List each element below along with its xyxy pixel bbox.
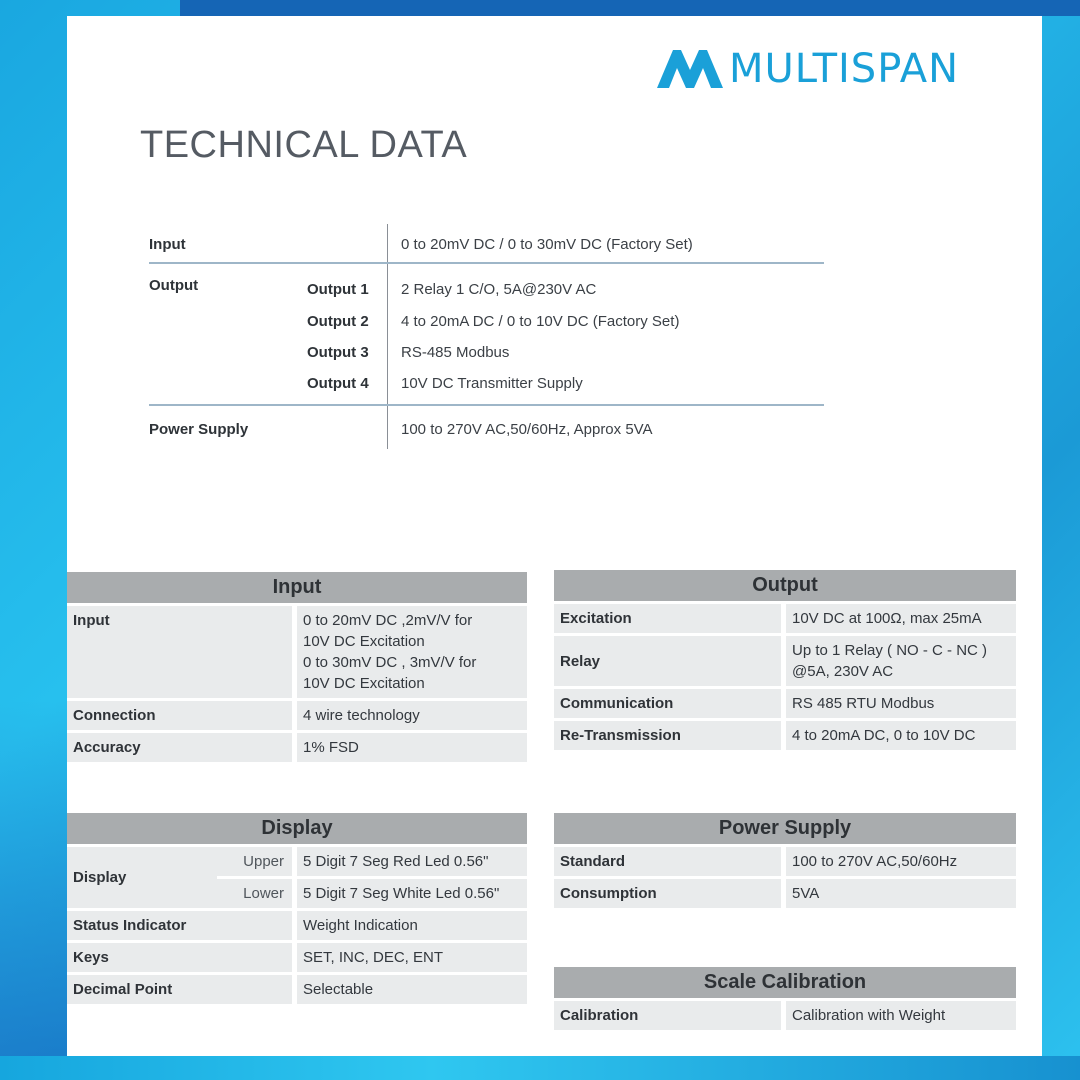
spec-value: 5 Digit 7 Seg White Led 0.56" — [292, 879, 527, 908]
spec-value-line: Up to 1 Relay ( NO - C - NC ) — [792, 642, 988, 659]
table-row — [554, 689, 1016, 718]
table-row — [554, 847, 1016, 876]
spec-key: Excitation — [554, 604, 781, 633]
table-header: Power Supply — [554, 813, 1016, 844]
spec-key: Keys — [67, 943, 292, 972]
table-header: Display — [67, 813, 527, 844]
summary-power-label: Power Supply — [149, 421, 249, 438]
summary-power-value: 100 to 270V AC,50/60Hz, Approx 5VA — [401, 421, 653, 438]
summary-output-1-value: 2 Relay 1 C/O, 5A@230V AC — [401, 281, 597, 298]
spec-key: Connection — [67, 701, 292, 730]
spec-key: Relay — [554, 636, 781, 686]
brand-logo — [657, 46, 1007, 92]
page-title: TECHNICAL DATA — [140, 124, 468, 166]
power-spec-table — [554, 810, 1016, 911]
spec-value: 100 to 270V AC,50/60Hz — [781, 847, 1016, 876]
output-spec-table — [554, 567, 1016, 753]
spec-value-line: 0 to 30mV DC , 3mV/V for — [303, 654, 477, 671]
summary-input-label: Input — [149, 236, 186, 253]
summary-output-label: Output — [149, 277, 199, 294]
display-spec-table — [67, 810, 527, 1007]
input-spec-table — [67, 569, 527, 765]
spec-key: Display — [67, 847, 217, 908]
table-row — [67, 733, 527, 762]
top-accent-bar — [180, 0, 1080, 16]
summary-output-4-value: 10V DC Transmitter Supply — [401, 375, 583, 392]
summary-output-3-value: RS-485 Modbus — [401, 344, 510, 361]
table-row — [67, 943, 527, 972]
spec-value-line: @5A, 230V AC — [792, 663, 894, 680]
spec-value: 4 wire technology — [292, 701, 527, 730]
spec-value: 4 to 20mA DC, 0 to 10V DC — [781, 721, 1016, 750]
spec-value: 10V DC at 100Ω, max 25mA — [781, 604, 1016, 633]
summary-divider — [387, 224, 388, 449]
spec-value-line: 10V DC Excitation — [303, 675, 425, 692]
summary-output-3-label: Output 3 — [307, 344, 369, 361]
spec-value-line: 10V DC Excitation — [303, 633, 425, 650]
table-header: Input — [67, 572, 527, 603]
summary-output-2-value: 4 to 20mA DC / 0 to 10V DC (Factory Set) — [401, 313, 680, 330]
spec-value — [781, 636, 1016, 686]
technical-summary — [149, 224, 829, 456]
table-row — [554, 1001, 1016, 1030]
spec-value: Selectable — [292, 975, 527, 1004]
spec-key: Input — [67, 606, 292, 698]
table-header: Output — [554, 570, 1016, 601]
summary-output-2-label: Output 2 — [307, 313, 369, 330]
spec-value: 5VA — [781, 879, 1016, 908]
spec-subkey-upper: Upper — [217, 847, 292, 876]
spec-key: Re-Transmission — [554, 721, 781, 750]
spec-key: Status Indicator — [67, 911, 292, 940]
spec-key: Calibration — [554, 1001, 781, 1030]
table-row — [67, 606, 527, 698]
table-header: Scale Calibration — [554, 967, 1016, 998]
spec-value: SET, INC, DEC, ENT — [292, 943, 527, 972]
summary-row-separator — [149, 262, 824, 264]
spec-key: Decimal Point — [67, 975, 292, 1004]
spec-value-line: 0 to 20mV DC ,2mV/V for — [303, 612, 473, 629]
spec-key: Accuracy — [67, 733, 292, 762]
table-row — [67, 911, 527, 940]
technical-sheet — [67, 16, 1042, 1056]
table-row — [554, 604, 1016, 633]
left-accent-shade — [0, 700, 67, 1080]
spec-value: Weight Indication — [292, 911, 527, 940]
table-row — [554, 721, 1016, 750]
table-row — [67, 975, 527, 1004]
spec-subkey-lower: Lower — [217, 879, 292, 908]
summary-input-value: 0 to 20mV DC / 0 to 30mV DC (Factory Set) — [401, 236, 693, 253]
table-row — [554, 636, 1016, 686]
scale-calibration-table — [554, 964, 1016, 1033]
multispan-mark-icon — [657, 50, 723, 88]
spec-value: RS 485 RTU Modbus — [781, 689, 1016, 718]
spec-key: Standard — [554, 847, 781, 876]
summary-row-separator — [149, 404, 824, 406]
spec-value — [292, 606, 527, 698]
table-row — [67, 847, 527, 876]
spec-key: Communication — [554, 689, 781, 718]
spec-value: Calibration with Weight — [781, 1001, 1016, 1030]
table-row — [554, 879, 1016, 908]
table-row — [67, 701, 527, 730]
spec-key: Consumption — [554, 879, 781, 908]
summary-output-1-label: Output 1 — [307, 281, 369, 298]
spec-value: 1% FSD — [292, 733, 527, 762]
spec-value: 5 Digit 7 Seg Red Led 0.56" — [292, 847, 527, 876]
brand-name: MULTISPAN — [729, 46, 960, 92]
summary-output-4-label: Output 4 — [307, 375, 369, 392]
bottom-accent-bar — [0, 1056, 1080, 1080]
